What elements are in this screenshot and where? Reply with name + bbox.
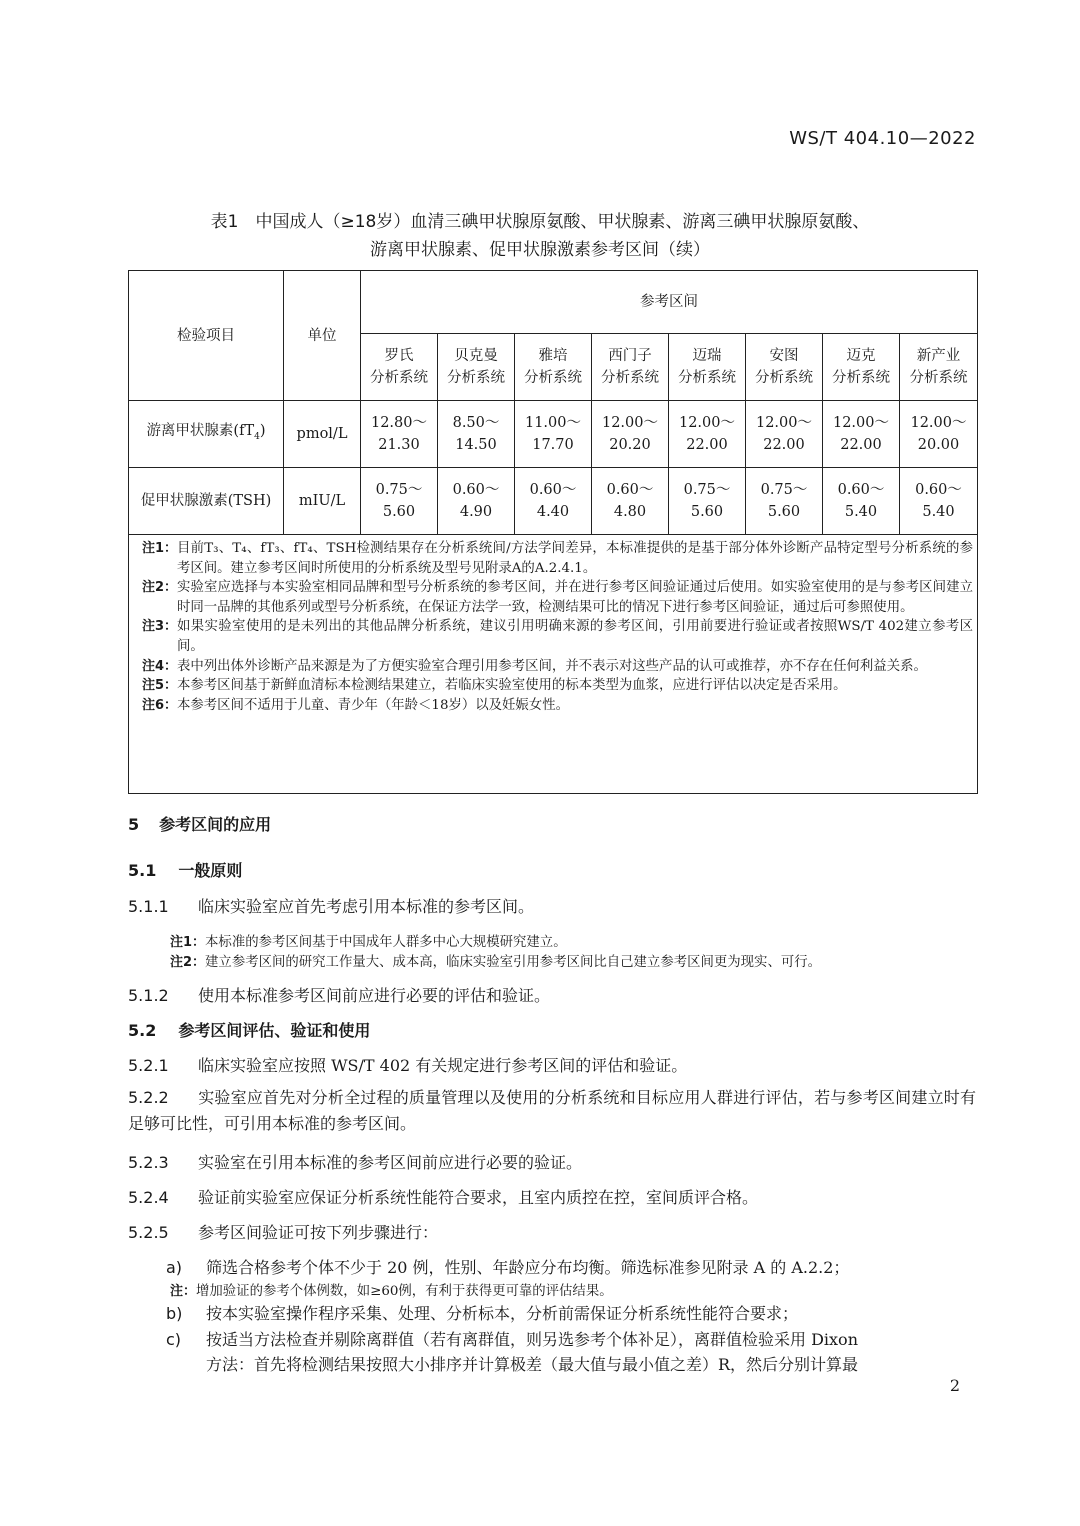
- header-item: 检验项目: [129, 271, 284, 401]
- table-note: 注4： 表中列出体外诊断产品来源是为了方便实验室合理引用参考区间，并不表示对这些产品的认可或推荐，亦不存在任何利益关系。: [141, 658, 927, 674]
- row-item-tsh: 促甲状腺激素(TSH): [129, 468, 284, 535]
- clause-5-1-1-note: 注2：建立参考区间的研究工作量大、成本高，临床实验室引用参考区间比自己建立参考区间更为现实、可行。: [170, 955, 822, 970]
- row-item-ft4: 游离甲状腺素$(fT_4)$: [129, 401, 284, 468]
- list-item-a: a) 筛选合格参考个体不少于 20 例，性别、年龄应分布均衡。筛选标准参见附录 A 的 A.2.2；: [166, 1258, 850, 1277]
- table-note: 注5： 本参考区间基于新鲜血清标本检测结果建立，若临床实验室使用的标本类型为血浆，应进行评估以决定是否采用。: [141, 678, 847, 694]
- table-title-line2: 游离甲状腺素、促甲状腺激素参考区间（续）: [370, 240, 710, 260]
- section-5-heading: 5 参考区间的应用: [128, 815, 272, 834]
- list-item-a-note: 注：增加验证的参考个体例数，如≥60例，有利于获得更可靠的评估结果。: [170, 1284, 613, 1299]
- list-item-c: c) 按适当方法检查并剔除离群值（若有离群值，则另选参考个体补足），离群值检验采用 Dixon: [166, 1330, 858, 1349]
- value-cell: 0.60～ 4.40: [515, 468, 592, 535]
- table-notes: [129, 535, 978, 794]
- system-header: 贝克曼 分析系统: [438, 334, 515, 401]
- clause-5-1-1: 5.1.1 临床实验室应首先考虑引用本标准的参考区间。: [128, 897, 535, 916]
- value-cell: 0.60～ 4.90: [438, 468, 515, 535]
- system-header: 安图 分析系统: [746, 334, 823, 401]
- value-cell: 0.75～ 5.60: [746, 468, 823, 535]
- value-cell: 0.60～ 4.80: [592, 468, 669, 535]
- page-number: 2: [949, 1376, 960, 1395]
- value-cell: 12.00～ 22.00: [746, 401, 823, 468]
- value-cell: 12.80～ 21.30: [361, 401, 438, 468]
- clause-5-1-2: 5.1.2 使用本标准参考区间前应进行必要的评估和验证。: [128, 986, 551, 1005]
- value-cell: 12.00～ 22.00: [823, 401, 900, 468]
- value-cell: 12.00～ 20.20: [592, 401, 669, 468]
- clause-5-1-1-note: 注1：本标准的参考区间基于中国成年人群多中心大规模研究建立。: [170, 935, 567, 950]
- system-header: 雅培 分析系统: [515, 334, 592, 401]
- value-cell: 0.75～ 5.60: [669, 468, 746, 535]
- table-note: 注1： 目前T₃、T₄、fT₃、fT₄、TSH检测结果存在分析系统间/方法学间差异，本标准提供的是基于部分体外诊断产品特定型号分析系统的参考区间。建立参考区间时所使用的分析系统及型号见附录A的A.2.4.1。: [141, 541, 973, 576]
- table-title-line1: 表1 中国成人（≥18岁）血清三碘甲状腺原氨酸、甲状腺素、游离三碘甲状腺原氨酸、: [210, 212, 870, 232]
- system-header: 新产业 分析系统: [900, 334, 978, 401]
- list-item-c-continued: 方法：首先将检测结果按照大小排序并计算极差（最大值与最小值之差）R，然后分别计算最: [206, 1355, 859, 1374]
- header-unit: 单位: [284, 271, 361, 401]
- system-header: 迈瑞 分析系统: [669, 334, 746, 401]
- table-note: 注3： 如果实验室使用的是未列出的其他品牌分析系统，建议引用明确来源的参考区间，引用前要进行验证或者按照WS/T 402建立参考区间。: [141, 619, 973, 654]
- list-item-b: b) 按本实验室操作程序采集、处理、分析标本，分析前需保证分析系统性能符合要求；: [166, 1304, 799, 1323]
- system-header: 西门子 分析系统: [592, 334, 669, 401]
- system-header: 迈克 分析系统: [823, 334, 900, 401]
- table-row: [129, 401, 978, 468]
- row-unit: mIU/L: [284, 468, 361, 535]
- clause-5-2-3: 5.2.3 实验室在引用本标准的参考区间前应进行必要的验证。: [128, 1153, 583, 1172]
- row-unit: pmol/L: [284, 401, 361, 468]
- value-cell: 8.50～ 14.50: [438, 401, 515, 468]
- value-cell: 0.60～ 5.40: [823, 468, 900, 535]
- value-cell: 12.00～ 22.00: [669, 401, 746, 468]
- standard-code: WS/T 404.10—2022: [789, 128, 976, 149]
- clause-5-2-2: 5.2.2 实验室应首先对分析全过程的质量管理以及使用的分析系统和目标应用人群进行评估，若与参考区间建立时有足够可比性，可引用本标准的参考区间。: [128, 1088, 976, 1133]
- header-reference-interval: 参考区间: [361, 271, 978, 334]
- section-5-1-heading: 5.1 一般原则: [128, 861, 243, 880]
- value-cell: 12.00～ 20.00: [900, 401, 978, 468]
- table-title: [0, 208, 1080, 264]
- value-cell: 0.75～ 5.60: [361, 468, 438, 535]
- clause-5-2-1: 5.2.1 临床实验室应按照 WS/T 402 有关规定进行参考区间的评估和验证。: [128, 1056, 688, 1075]
- table-row: [129, 468, 978, 535]
- clause-5-2-4: 5.2.4 验证前实验室应保证分析系统性能符合要求，且室内质控在控，室间质评合格。: [128, 1188, 759, 1207]
- table-note: 注2： 实验室应选择与本实验室相同品牌和型号分析系统的参考区间，并在进行参考区间验证通过后使用。如实验室使用的是与参考区间建立时同一品牌的其他系列或型号分析系统，在保证方法学一致，检测结果可比的情况下进行参考区间验证，通过后可参照使用。: [141, 580, 973, 615]
- value-cell: 0.60～ 5.40: [900, 468, 978, 535]
- table-note: 注6： 本参考区间不适用于儿童、青少年（年龄＜18岁）以及妊娠女性。: [141, 697, 569, 713]
- value-cell: 11.00～ 17.70: [515, 401, 592, 468]
- clause-5-2-5: 5.2.5 参考区间验证可按下列步骤进行：: [128, 1223, 439, 1242]
- reference-interval-table: [128, 270, 978, 794]
- section-5-2-heading: 5.2 参考区间评估、验证和使用: [128, 1021, 371, 1040]
- system-header: 罗氏 分析系统: [361, 334, 438, 401]
